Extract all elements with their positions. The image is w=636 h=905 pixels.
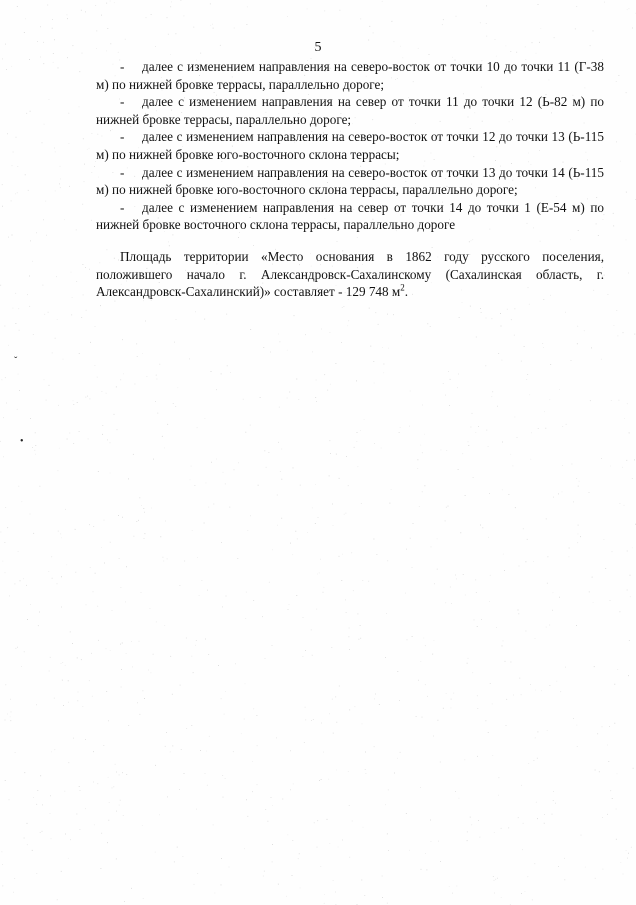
- list-dash: -: [120, 94, 125, 110]
- area-terminator: .: [404, 284, 409, 300]
- boundary-item-2: [96, 93, 604, 128]
- list-dash: -: [120, 164, 125, 180]
- scan-mark: •: [20, 436, 24, 447]
- territory-area-paragraph: [96, 248, 604, 301]
- boundary-item-1: [96, 58, 604, 93]
- list-dash: -: [120, 199, 125, 215]
- scan-mark: ˇ: [14, 356, 18, 367]
- boundary-item-4: [96, 164, 604, 199]
- territory-area-text: Площадь территории «Место основания в 1862 году русского поселения, положившего начало г. Александровск-Сахалинскому (Сахалинская область, г. Александровск-Сахалинский)» составляет - 129 748 м: [96, 248, 604, 300]
- boundary-item-text: далее с изменением направления на северо-восток от точки 10 до точки 11 (Г-38 м) по нижней бровке террасы, параллельно дороге;: [96, 59, 604, 92]
- list-dash: -: [120, 59, 125, 74]
- boundary-item-5: [96, 199, 604, 234]
- boundary-item-text: далее с изменением направления на северо-восток от точки 12 до точки 13 (Ь-115 м) по нижней бровке юго-восточного склона террасы;: [96, 129, 604, 162]
- list-dash: -: [120, 129, 125, 145]
- page-number: 5: [314, 40, 322, 55]
- boundary-item-text: далее с изменением направления на север от точки 11 до точки 12 (Ь-82 м) по нижней бровке террасы, параллельно дороге;: [96, 94, 604, 127]
- boundary-item-3: [96, 128, 604, 163]
- area-unit-superscript: 2: [400, 282, 405, 293]
- boundary-item-text: далее с изменением направления на северо-восток от точки 13 до точки 14 (Ь-115 м) по нижней бровке юго-восточного склона террасы, параллельно дороге;: [96, 164, 604, 198]
- boundary-item-text: далее с изменением направления на север от точки 14 до точки 1 (Е-54 м) по нижней бровке восточного склона террасы, параллельно дороге: [96, 199, 604, 233]
- document-body: [96, 58, 604, 301]
